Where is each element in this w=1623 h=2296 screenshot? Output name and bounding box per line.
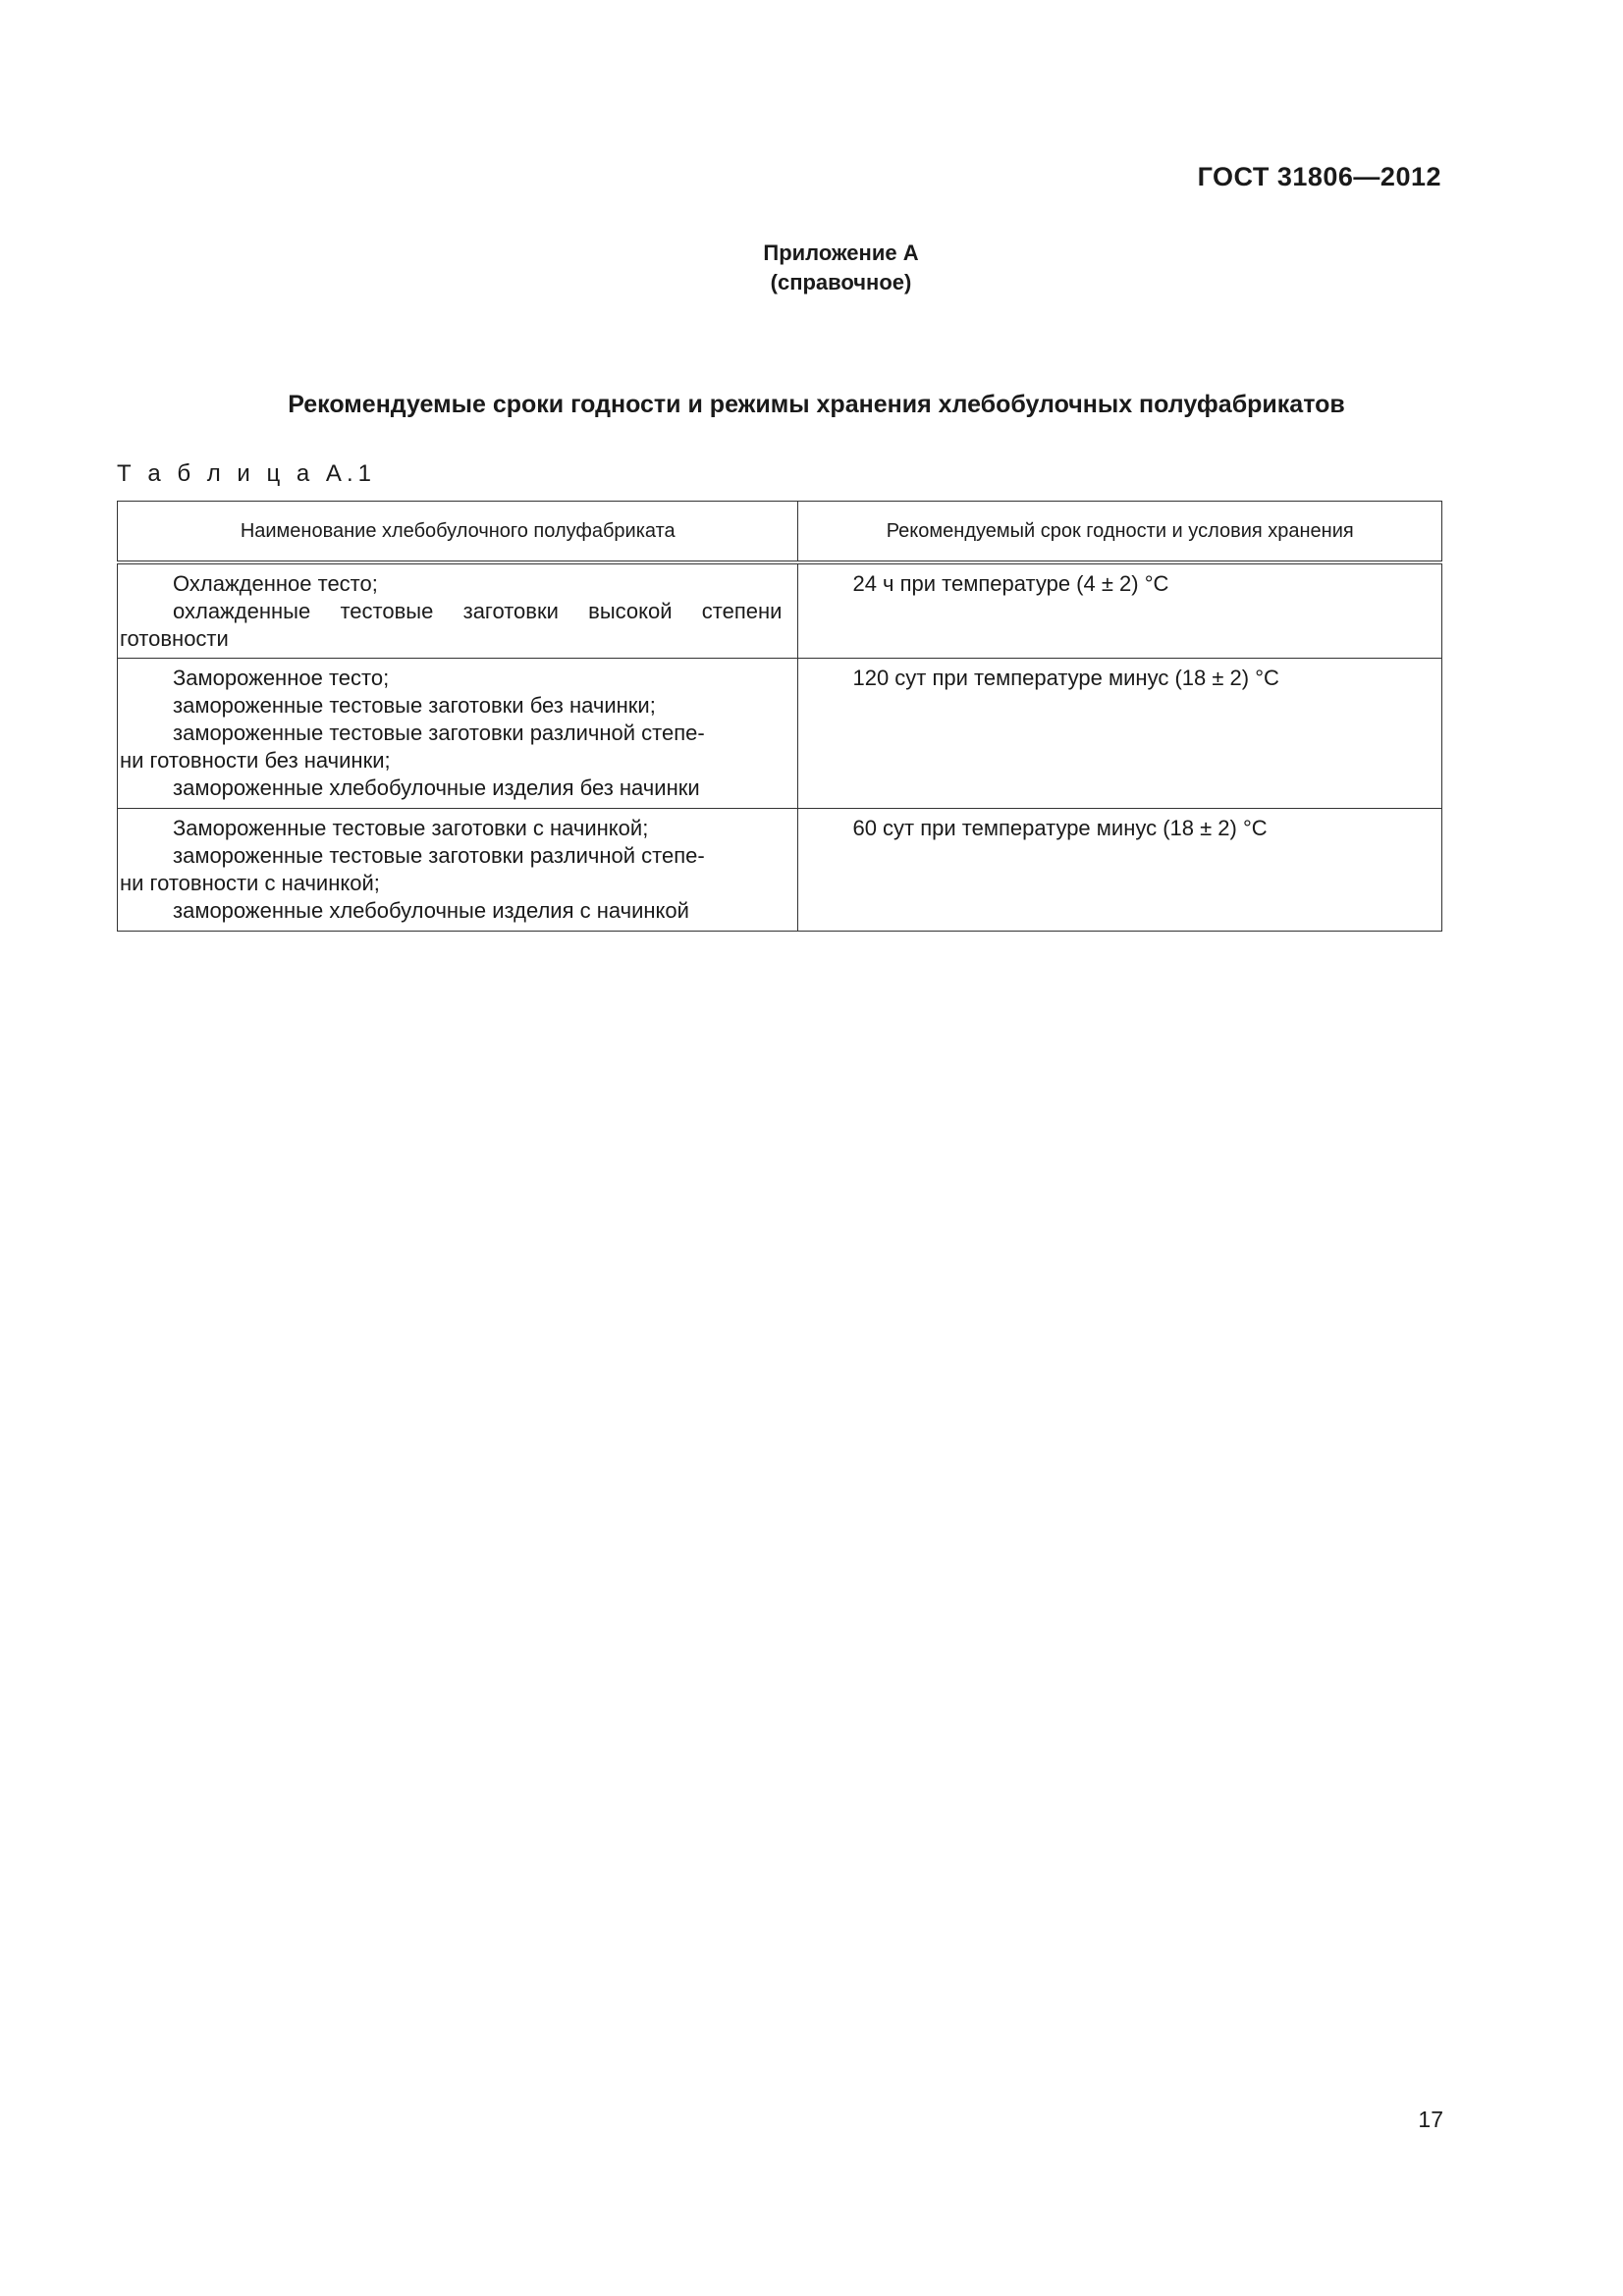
product-line: охлажденные тестовые заготовки высокой степени <box>173 599 783 623</box>
product-line: Охлажденное тесто; <box>173 571 378 596</box>
page-number: 17 <box>1418 2107 1443 2132</box>
product-line: Замороженное тесто; <box>173 665 390 690</box>
document-number: ГОСТ 31806—2012 <box>1197 162 1441 191</box>
appendix-label: Приложение А <box>763 240 919 265</box>
product-line: замороженные тестовые заготовки без начинки; <box>173 692 656 718</box>
column-header-product: Наименование хлебобулочного полуфабриката <box>118 502 798 563</box>
section-title: Рекомендуемые сроки годности и режимы хранения хлебобулочных полуфабрикатов <box>288 391 1345 418</box>
product-line: замороженные хлебобулочные изделия без начинки <box>173 774 700 800</box>
appendix-heading <box>0 239 1623 297</box>
appendix-type: (справочное) <box>770 270 912 294</box>
condition-text: 120 сут при температуре минус (18 ± 2) °С <box>852 665 1279 690</box>
storage-table <box>117 501 1442 932</box>
product-line: Замороженные тестовые заготовки с начинкой; <box>173 815 649 840</box>
condition-text: 60 сут при температуре минус (18 ± 2) °С <box>852 815 1268 840</box>
table-row <box>118 658 1442 808</box>
product-cell <box>118 808 798 931</box>
product-line: готовности <box>120 626 229 651</box>
condition-cell <box>798 658 1442 808</box>
table-row <box>118 562 1442 658</box>
product-line: замороженные хлебобулочные изделия с начинкой <box>173 897 689 923</box>
column-header-condition: Рекомендуемый срок годности и условия хранения <box>798 502 1442 563</box>
condition-cell <box>798 562 1442 658</box>
product-cell <box>118 658 798 808</box>
product-line: ни готовности с начинкой; <box>120 870 380 895</box>
table-caption: Т а б л и ц а А.1 <box>117 460 376 487</box>
product-line: ни готовности без начинки; <box>120 747 391 773</box>
product-line: замороженные тестовые заготовки различной степе- <box>173 720 705 745</box>
table-header-row <box>118 502 1442 563</box>
product-cell <box>118 562 798 658</box>
product-line: замороженные тестовые заготовки различной степе- <box>173 842 705 868</box>
table-row <box>118 808 1442 931</box>
condition-cell <box>798 808 1442 931</box>
condition-text: 24 ч при температуре (4 ± 2) °С <box>852 571 1169 596</box>
